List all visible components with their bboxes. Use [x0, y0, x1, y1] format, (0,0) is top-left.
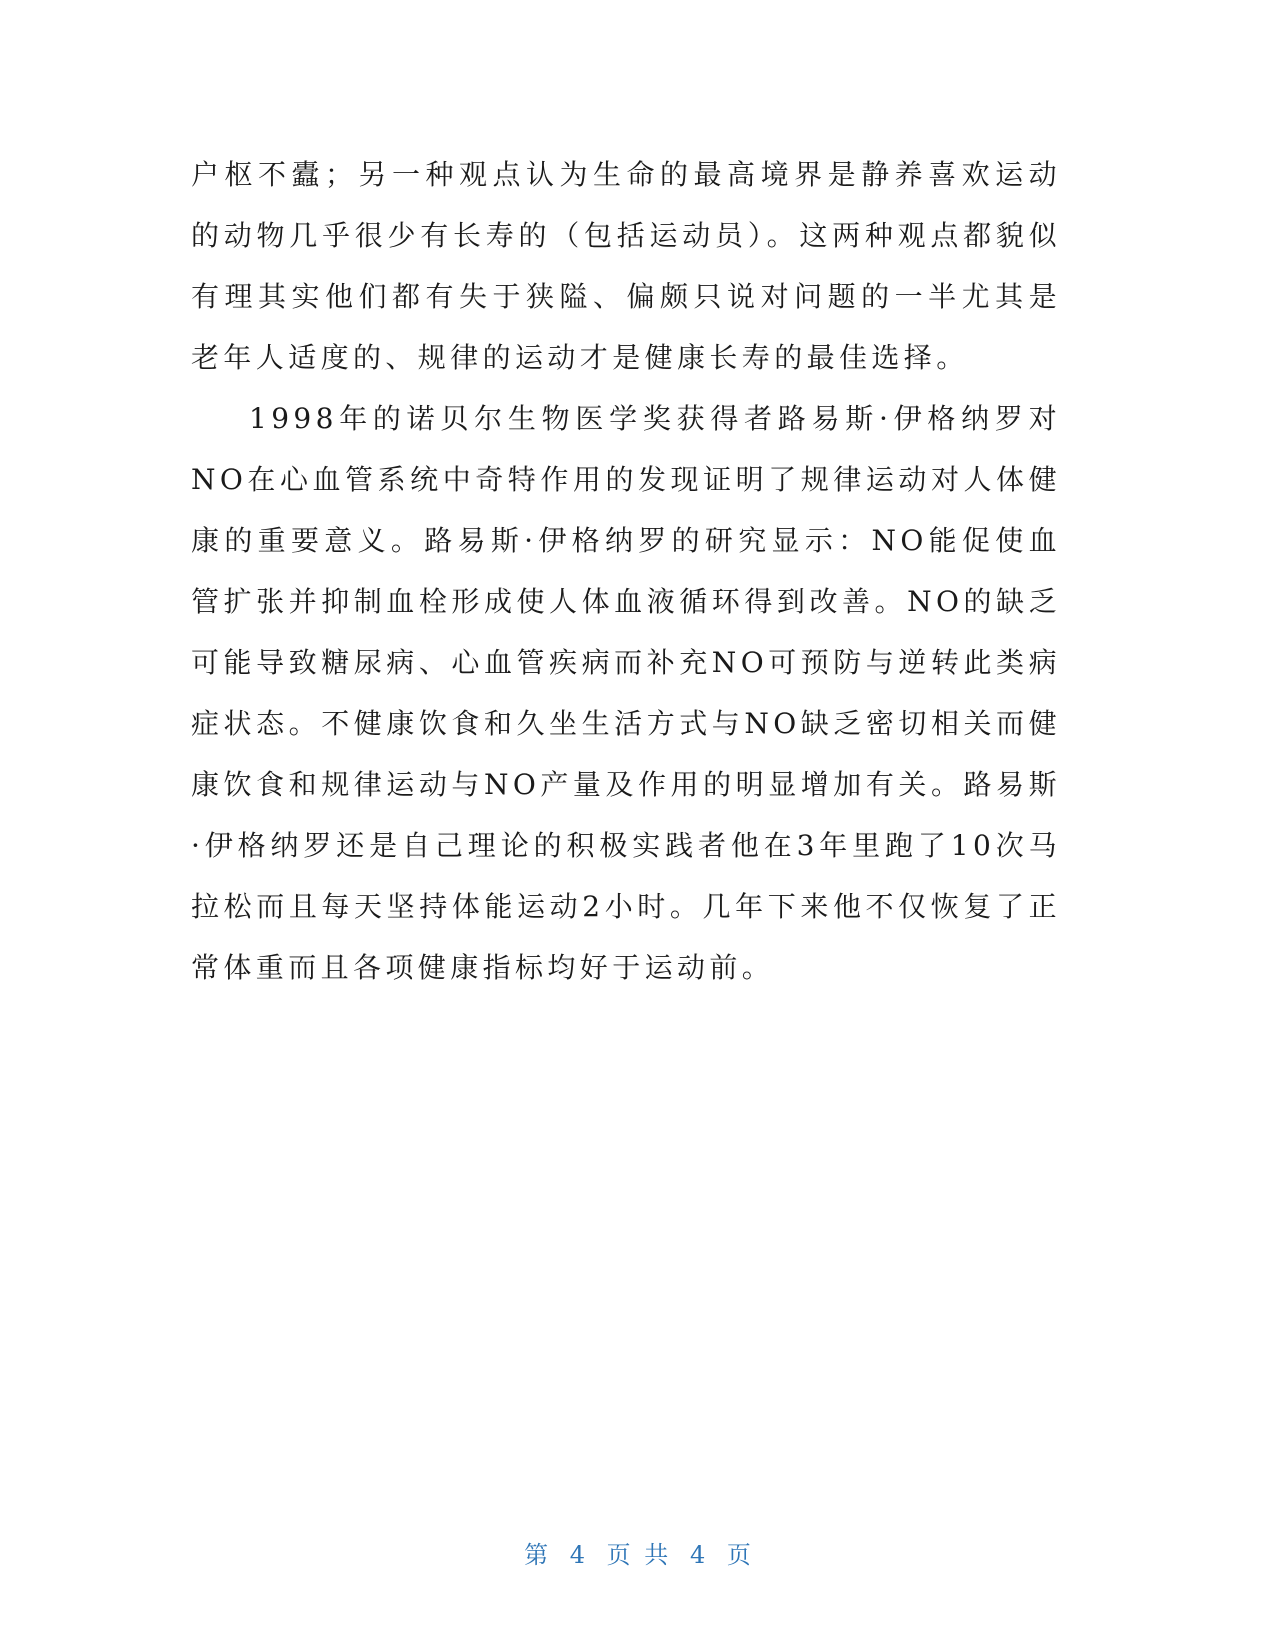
footer-suffix: 页 [726, 1541, 751, 1569]
page-footer [0, 1535, 1275, 1570]
paragraph-ignarro: 1998年的诺贝尔生物医学奖获得者路易斯·伊格纳罗对NO在心血管系统中奇特作用的发现证明了规律运动对人体健康的重要意义。路易斯·伊格纳罗的研究显示：NO能促使血管扩张并抑制血栓形成使人体血液循环得到改善。NO的缺乏可能导致糖尿病、心血管疾病而补充NO可预防与逆转此类病症状态。不健康饮食和久坐生活方式与NO缺乏密切相关而健康饮食和规律运动与NO产量及作用的明显增加有关。路易斯·伊格纳罗还是自己理论的积极实践者他在3年里跑了10次马拉松而且每天坚持体能运动2小时。几年下来他不仅恢复了正常体重而且各项健康指标均好于运动前。 [191, 402, 1061, 984]
footer-middle: 页 共 [606, 1541, 669, 1569]
footer-current-page: 4 [569, 1541, 586, 1569]
footer-total-pages: 4 [689, 1541, 706, 1569]
footer-prefix: 第 [524, 1541, 549, 1569]
document-body [191, 144, 1061, 998]
paragraph-continuation: 户枢不蠹；另一种观点认为生命的最高境界是静养喜欢运动的动物几乎很少有长寿的（包括运动员）。这两种观点都貌似有理其实他们都有失于狭隘、偏颇只说对问题的一半尤其是老年人适度的、规律的运动才是健康长寿的最佳选择。 [191, 158, 1061, 374]
